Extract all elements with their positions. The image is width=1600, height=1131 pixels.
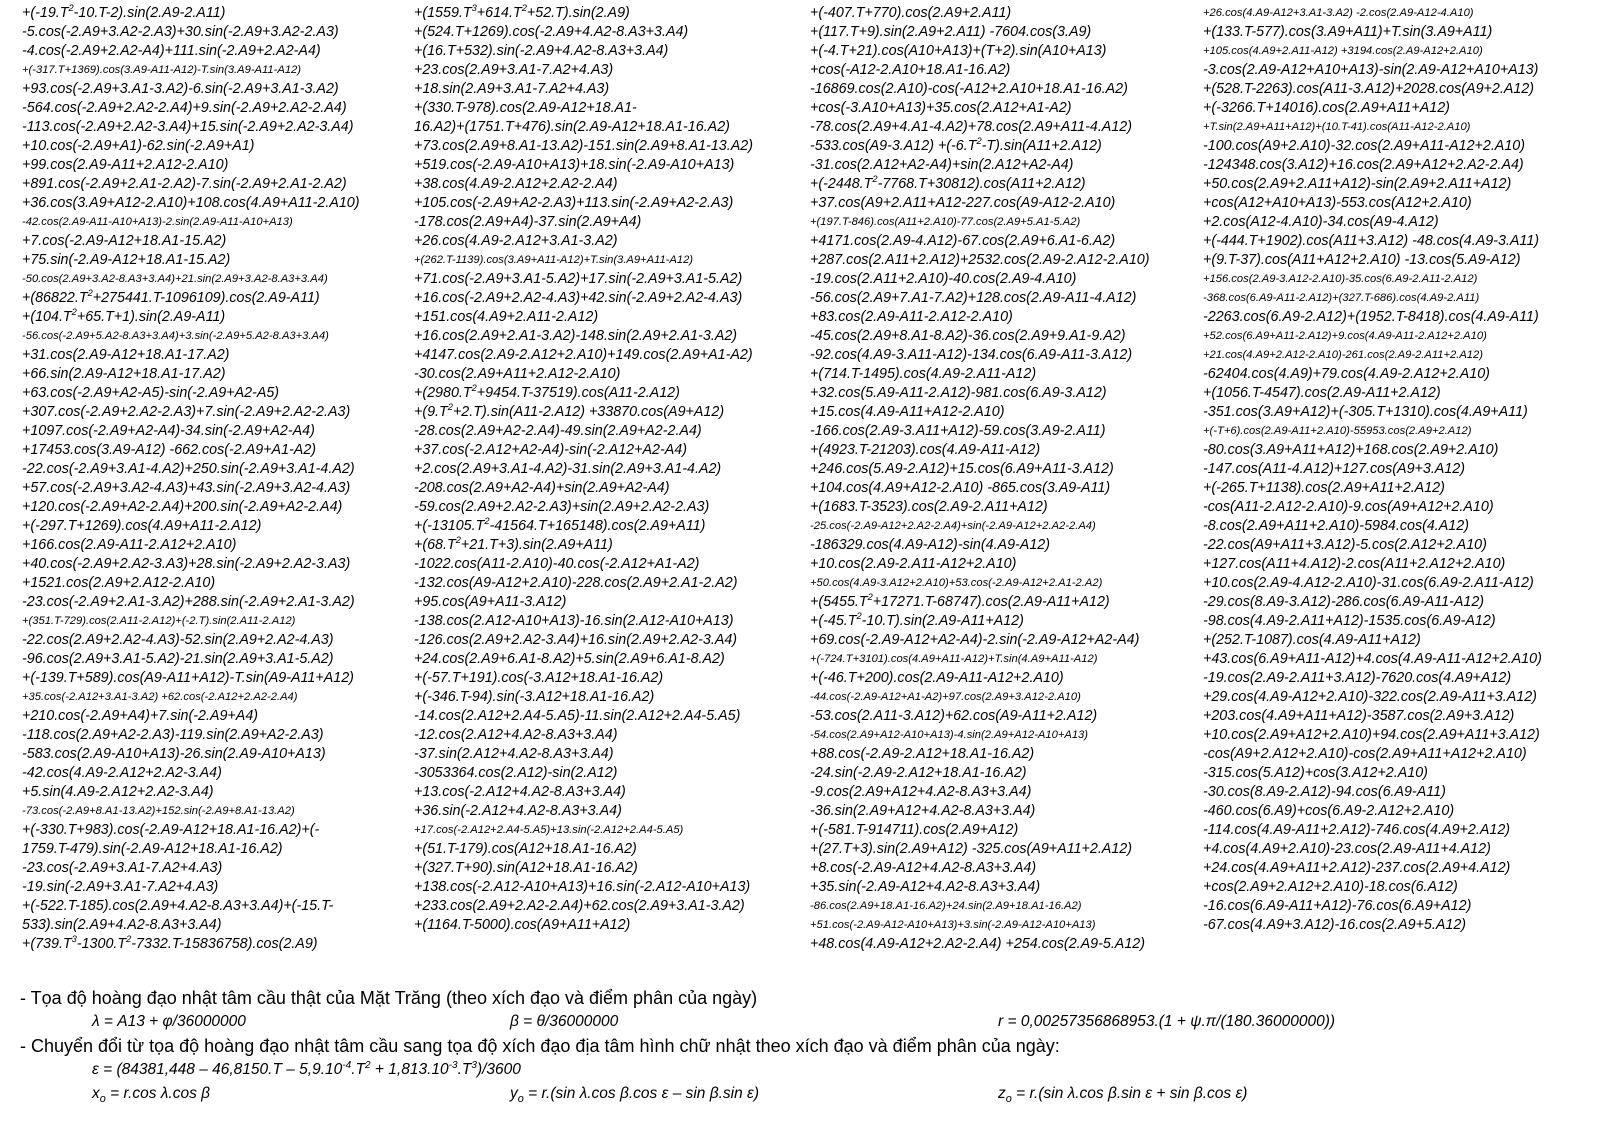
formula-term: +40.cos(-2.A9+2.A2-3.A3)+28.sin(-2.A9+2.A2-3.A3) bbox=[22, 556, 351, 572]
formula-term: -cos(A11-2.A12-2.A10)-9.cos(A9+A12+2.A10) bbox=[1203, 499, 1494, 515]
formula-term: -78.cos(2.A9+4.A1-4.A2)+78.cos(2.A9+A11-4.A12) bbox=[810, 119, 1133, 135]
formula-term: -178.cos(2.A9+A4)-37.sin(2.A9+A4) bbox=[414, 214, 642, 230]
formula-term: +cos(A12+A10+A13)-553.cos(A12+2.A10) bbox=[1203, 195, 1472, 211]
beta-formula: β = θ/36000000 bbox=[510, 1013, 619, 1030]
formula-column-2 bbox=[414, 4, 808, 935]
formula-term: -16869.cos(2.A10)-cos(-A12+2.A10+18.A1-16.A2) bbox=[810, 81, 1128, 97]
formula-term: -368.cos(6.A9-A11-2.A12)+(327.T-686).cos(4.A9-2.A11) bbox=[1203, 292, 1480, 304]
formula-term: +75.sin(-2.A9-A12+18.A1-15.A2) bbox=[22, 252, 231, 268]
formula-term: +(-724.T+3101).cos(4.A9+A11-A12)+T.sin(4.A9+A11-A12) bbox=[810, 653, 1098, 665]
formula-term: -30.cos(8.A9-2.A12)-94.cos(6.A9-A11) bbox=[1203, 784, 1446, 800]
formula-term: +10.cos(2.A9-4.A12-2.A10)-31.cos(6.A9-2.A11-A12) bbox=[1203, 575, 1534, 591]
formula-term: +95.cos(A9+A11-3.A12) bbox=[414, 594, 567, 610]
formula-term: +15.cos(4.A9-A11+A12-2.A10) bbox=[810, 404, 1005, 420]
formula-column-3 bbox=[810, 4, 1198, 954]
formula-term: +138.cos(-2.A12-A10+A13)+16.sin(-2.A12-A10+A13) bbox=[414, 879, 751, 895]
formula-term: -25.cos(-2.A9-A12+2.A2-2.A4)+sin(-2.A9-A12+2.A2-2.A4) bbox=[810, 520, 1096, 532]
formula-term: 1759.T-479).sin(-2.A9-A12+18.A1-16.A2) bbox=[22, 841, 283, 857]
formula-term: +(117.T+9).sin(2.A9+2.A11) -7604.cos(3.A9) bbox=[810, 24, 1092, 40]
formula-term: +2.cos(2.A9+3.A1-4.A2)-31.sin(2.A9+3.A1-4.A2) bbox=[414, 461, 722, 477]
formula-term: +35.sin(-2.A9-A12+4.A2-8.A3+3.A4) bbox=[810, 879, 1041, 895]
formula-term: -124348.cos(3.A12)+16.cos(2.A9+A12+2.A2-2.A4) bbox=[1203, 157, 1524, 173]
formula-term: -73.cos(-2.A9+8.A1-13.A2)+152.sin(-2.A9+8.A1-13.A2) bbox=[22, 805, 295, 817]
formula-term: -45.cos(2.A9+8.A1-8.A2)-36.cos(2.A9+9.A1-9.A2) bbox=[810, 328, 1126, 344]
formula-term: -147.cos(A11-4.A12)+127.cos(A9+3.A12) bbox=[1203, 461, 1465, 477]
formula-term: $+(86822.T^2+275441.T-1096109).\cos(2.A9-A11)$ bbox=[22, 288, 320, 306]
formula-term: +(-330.T+983).cos(-2.A9-A12+18.A1-16.A2)+(- bbox=[22, 822, 320, 838]
formula-term: $+(5455.T^2+17271.T-68747).\cos(2.A9-A11+A12)$ bbox=[810, 592, 1110, 610]
formula-term: +16.cos(2.A9+2.A1-3.A2)-148.sin(2.A9+2.A1-3.A2) bbox=[414, 328, 738, 344]
formula-term: -80.cos(3.A9+A11+A12)+168.cos(2.A9+2.A10) bbox=[1203, 442, 1499, 458]
formula-term: +21.cos(4.A9+2.A12-2.A10)-261.cos(2.A9-2.A11+2.A12) bbox=[1203, 349, 1483, 361]
formula-term: +(27.T+3).sin(2.A9+A12) -325.cos(A9+A11+2.A12) bbox=[810, 841, 1133, 857]
formula-term: -208.cos(2.A9+A2-A4)+sin(2.A9+A2-A4) bbox=[414, 480, 670, 496]
formula-term: +210.cos(-2.A9+A4)+7.sin(-2.A9+A4) bbox=[22, 708, 259, 724]
formula-term: -14.cos(2.A12+2.A4-5.A5)-11.sin(2.A12+2.A4-5.A5) bbox=[414, 708, 741, 724]
formula-term: $+(68.T^2+21.T+3).\sin(2.A9+A11)$ bbox=[414, 535, 613, 553]
formula-term: +105.cos(4.A9+2.A11-A12) +3194.cos(2.A9-A12+2.A10) bbox=[1203, 45, 1483, 57]
epsilon-formula: $\varepsilon = (84381,448 - 46,8150.T - 5,9.10^{-4}.T^2 + 1,813.10^{-3}.T^3)/3600$ bbox=[92, 1059, 521, 1078]
formula-term: +(-265.T+1138).cos(2.A9+A11+2.A12) bbox=[1203, 480, 1445, 496]
formula-term: +99.cos(2.A9-A11+2.A12-2.A10) bbox=[22, 157, 229, 173]
formula-term: +8.cos(-2.A9-A12+4.A2-8.A3+3.A4) bbox=[810, 860, 1037, 876]
formula-term: +(-297.T+1269).cos(4.A9+A11-2.A12) bbox=[22, 518, 262, 534]
formula-term: -42.cos(2.A9-A11-A10+A13)-2.sin(2.A9-A11-A10+A13) bbox=[22, 216, 293, 228]
formula-term: -98.cos(4.A9-2.A11+A12)-1535.cos(6.A9-A12) bbox=[1203, 613, 1496, 629]
formula-term: -cos(A9+2.A12+2.A10)-cos(2.A9+A11+A12+2.A10) bbox=[1203, 746, 1527, 762]
formula-term: +(16.T+532).sin(-2.A9+4.A2-8.A3+3.A4) bbox=[414, 43, 669, 59]
formula-term: -132.cos(A9-A12+2.A10)-228.cos(2.A9+2.A1-2.A2) bbox=[414, 575, 738, 591]
formula-term: -351.cos(3.A9+A12)+(-305.T+1310).cos(4.A9+A11) bbox=[1203, 404, 1528, 420]
formula-term: +73.cos(2.A9+8.A1-13.A2)-151.sin(2.A9+8.A1-13.A2) bbox=[414, 138, 753, 154]
y-formula: $y_o = r.(\sin$ λ.cos β.cos ε – sin β.sin ε) bbox=[510, 1085, 759, 1106]
formula-term: +(1056.T-4547).cos(2.A9-A11+2.A12) bbox=[1203, 385, 1441, 401]
formula-term: +7.cos(-2.A9-A12+18.A1-15.A2) bbox=[22, 233, 227, 249]
formula-term: +35.cos(-2.A12+3.A1-3.A2) +62.cos(-2.A12+2.A2-2.A4) bbox=[22, 691, 298, 703]
formula-term: -3053364.cos(2.A12)-sin(2.A12) bbox=[414, 765, 618, 781]
formula-term: -118.cos(2.A9+A2-2.A3)-119.sin(2.A9+A2-2.A3) bbox=[22, 727, 324, 743]
formula-term: +(252.T-1087).cos(4.A9-A11+A12) bbox=[1203, 632, 1421, 648]
formula-term: -96.cos(2.A9+3.A1-5.A2)-21.sin(2.A9+3.A1-5.A2) bbox=[22, 651, 334, 667]
formula-term: +(-522.T-185).cos(2.A9+4.A2-8.A3+3.A4)+(-15.T- bbox=[22, 898, 334, 914]
rectangular-coords-row bbox=[20, 1082, 1590, 1106]
formula-term: +66.sin(2.A9-A12+18.A1-17.A2) bbox=[22, 366, 226, 382]
formula-term: +26.cos(4.A9-2.A12+3.A1-3.A2) bbox=[414, 233, 618, 249]
formula-term: +(330.T-978).cos(2.A9-A12+18.A1- bbox=[414, 100, 637, 116]
formula-term: +(-57.T+191).cos(-3.A12+18.A1-16.A2) bbox=[414, 670, 664, 686]
formula-term: -166.cos(2.A9-3.A11+A12)-59.cos(3.A9-2.A11) bbox=[810, 423, 1106, 439]
formula-term: +5.sin(4.A9-2.A12+2.A2-3.A4) bbox=[22, 784, 214, 800]
formula-term: -92.cos(4.A9-3.A11-A12)-134.cos(6.A9-A11-3.A12) bbox=[810, 347, 1133, 363]
formula-term: +(133.T-577).cos(3.A9+A11)+T.sin(3.A9+A11) bbox=[1203, 24, 1493, 40]
formula-term: +(-581.T-914711).cos(2.A9+A12) bbox=[810, 822, 1019, 838]
formula-term: +156.cos(2.A9-3.A12-2.A10)-35.cos(6.A9-2.A11-2.A12) bbox=[1203, 273, 1478, 285]
formula-term: +17453.cos(3.A9-A12) -662.cos(-2.A9+A1-A2) bbox=[22, 442, 317, 458]
formula-term: -460.cos(6.A9)+cos(6.A9-2.A12+2.A10) bbox=[1203, 803, 1455, 819]
formula-term: +17.cos(-2.A12+2.A4-5.A5)+13.sin(-2.A12+2.A4-5.A5) bbox=[414, 824, 684, 836]
formula-term: -564.cos(-2.A9+2.A2-2.A4)+9.sin(-2.A9+2.A2-2.A4) bbox=[22, 100, 347, 116]
formula-term: +203.cos(4.A9+A11+A12)-3587.cos(2.A9+3.A12) bbox=[1203, 708, 1515, 724]
heading-coordinate-conversion: - Chuyển đổi từ tọa độ hoàng đạo nhật tâm cầu sang tọa độ xích đạo địa tâm hình chữ nhật theo xích đạo và điểm phân của ngày: bbox=[20, 1036, 1060, 1056]
ecliptic-coords-row bbox=[20, 1010, 1590, 1034]
formula-term: -19.sin(-2.A9+3.A1-7.A2+4.A3) bbox=[22, 879, 219, 895]
formula-term: +36.cos(3.A9+A12-2.A10)+108.cos(4.A9+A11-2.A10) bbox=[22, 195, 360, 211]
formula-term: -186329.cos(4.A9-A12)-sin(4.A9-A12) bbox=[810, 537, 1050, 553]
formula-term: +166.cos(2.A9-A11-2.A12+2.A10) bbox=[22, 537, 237, 553]
formula-term: +24.cos(2.A9+6.A1-8.A2)+5.sin(2.A9+6.A1-8.A2) bbox=[414, 651, 725, 667]
formula-term: +51.cos(-2.A9-A12-A10+A13)+3.sin(-2.A9-A12-A10+A13) bbox=[810, 919, 1096, 931]
formula-term: +(-139.T+589).cos(A9-A11+A12)-T.sin(A9-A11+A12) bbox=[22, 670, 354, 686]
formula-term: +37.cos(-2.A12+A2-A4)-sin(-2.A12+A2-A4) bbox=[414, 442, 687, 458]
formula-term: -22.cos(2.A9+2.A2-4.A3)-52.sin(2.A9+2.A2-4.A3) bbox=[22, 632, 334, 648]
formula-term: +(-4.T+21).cos(A10+A13)+(T+2).sin(A10+A13) bbox=[810, 43, 1107, 59]
formula-term: +(714.T-1495).cos(4.A9-2.A11-A12) bbox=[810, 366, 1037, 382]
formula-term: +(-3266.T+14016).cos(2.A9+A11+A12) bbox=[1203, 100, 1450, 116]
formula-term: +287.cos(2.A11+2.A12)+2532.cos(2.A9-2.A12-2.A10) bbox=[810, 252, 1150, 268]
epsilon-row bbox=[20, 1058, 1590, 1082]
formula-term: +(-T+6).cos(2.A9-A11+2.A10)-55953.cos(2.A9+2.A12) bbox=[1203, 425, 1472, 437]
formula-term: -1022.cos(A11-2.A10)-40.cos(-2.A12+A1-A2) bbox=[414, 556, 700, 572]
formula-term: +43.cos(6.A9+A11-A12)+4.cos(4.A9-A11-A12+2.A10) bbox=[1203, 651, 1542, 667]
formula-term: +(262.T-1139).cos(3.A9+A11-A12)+T.sin(3.A9+A11-A12) bbox=[414, 254, 694, 266]
formula-term: -31.cos(2.A12+A2-A4)+sin(2.A12+A2-A4) bbox=[810, 157, 1074, 173]
formula-term: -29.cos(8.A9-3.A12)-286.cos(6.A9-A11-A12) bbox=[1203, 594, 1485, 610]
formula-term: +57.cos(-2.A9+3.A2-4.A3)+43.sin(-2.A9+3.A2-4.A3) bbox=[22, 480, 351, 496]
formula-term: -50.cos(2.A9+3.A2-8.A3+3.A4)+21.sin(2.A9+3.A2-8.A3+3.A4) bbox=[22, 273, 328, 285]
formula-term: -30.cos(2.A9+A11+2.A12-2.A10) bbox=[414, 366, 621, 382]
formula-term: +105.cos(-2.A9+A2-2.A3)+113.sin(-2.A9+A2-2.A3) bbox=[414, 195, 734, 211]
formula-term: +246.cos(5.A9-2.A12)+15.cos(6.A9+A11-3.A12) bbox=[810, 461, 1114, 477]
formula-term: -5.cos(-2.A9+3.A2-2.A3)+30.sin(-2.A9+3.A2-2.A3) bbox=[22, 24, 339, 40]
formula-term: +120.cos(-2.A9+A2-2.A4)+200.sin(-2.A9+A2-2.A4) bbox=[22, 499, 343, 515]
formula-term: +63.cos(-2.A9+A2-A5)-sin(-2.A9+A2-A5) bbox=[22, 385, 280, 401]
formula-term: +(4923.T-21203).cos(4.A9-A11-A12) bbox=[810, 442, 1041, 458]
formula-term: $+(9.T^2+2.T).\sin(A11-2.A12) +33870.\cos(A9+A12)$ bbox=[414, 402, 725, 420]
formula-term: +(-46.T+200).cos(2.A9-A11-A12+2.A10) bbox=[810, 670, 1064, 686]
formula-term: -8.cos(2.A9+A11+2.A10)-5984.cos(4.A12) bbox=[1203, 518, 1469, 534]
formula-term: -23.cos(-2.A9+2.A1-3.A2)+288.sin(-2.A9+2.A1-3.A2) bbox=[22, 594, 355, 610]
formula-term: $-533.\cos(A9-3.A12) +(-6.T^2-T).\sin(A11+2.A12)$ bbox=[810, 136, 1102, 154]
footer-formulas bbox=[20, 986, 1590, 1106]
formula-term: -56.cos(-2.A9+5.A2-8.A3+3.A4)+3.sin(-2.A9+5.A2-8.A3+3.A4) bbox=[22, 330, 329, 342]
formula-term: +(-346.T-94).sin(-3.A12+18.A1-16.A2) bbox=[414, 689, 655, 705]
formula-term: -42.cos(4.A9-2.A12+2.A2-3.A4) bbox=[22, 765, 222, 781]
formula-term: +29.cos(4.A9-A12+2.A10)-322.cos(2.A9-A11+3.A12) bbox=[1203, 689, 1537, 705]
formula-term: $+(1559.T^3+614.T^2+52.T).\sin(2.A9)$ bbox=[414, 3, 630, 21]
formula-term: -100.cos(A9+2.A10)-32.cos(2.A9+A11-A12+2.A10) bbox=[1203, 138, 1526, 154]
formula-term: -53.cos(2.A11-3.A12)+62.cos(A9-A11+2.A12) bbox=[810, 708, 1098, 724]
formula-term: -315.cos(5.A12)+cos(3.A12+2.A10) bbox=[1203, 765, 1428, 781]
formula-term: +13.cos(-2.A12+4.A2-8.A3+3.A4) bbox=[414, 784, 626, 800]
formula-term: +31.cos(2.A9-A12+18.A1-17.A2) bbox=[22, 347, 230, 363]
formula-term: $+(-2448.T^2-7768.T+30812).\cos(A11+2.A12)$ bbox=[810, 174, 1086, 192]
formula-term: -2263.cos(6.A9-2.A12)+(1952.T-8418).cos(4.A9-A11) bbox=[1203, 309, 1539, 325]
formula-term: +88.cos(-2.A9-2.A12+18.A1-16.A2) bbox=[810, 746, 1035, 762]
formula-term: +(-407.T+770).cos(2.A9+2.A11) bbox=[810, 5, 1012, 21]
formula-column-4 bbox=[1203, 4, 1598, 935]
formula-term: +(-317.T+1369).cos(3.A9-A11-A12)-T.sin(3.A9-A11-A12) bbox=[22, 64, 301, 76]
formula-term: -59.cos(2.A9+2.A2-2.A3)+sin(2.A9+2.A2-2.A3) bbox=[414, 499, 710, 515]
formula-term: +18.sin(2.A9+3.A1-7.A2+4.A3) bbox=[414, 81, 610, 97]
formula-term: +127.cos(A11+4.A12)-2.cos(A11+2.A12+2.A10) bbox=[1203, 556, 1506, 572]
formula-term: +(197.T-846).cos(A11+2.A10)-77.cos(2.A9+5.A1-5.A2) bbox=[810, 216, 1081, 228]
formula-term: -23.cos(-2.A9+3.A1-7.A2+4.A3) bbox=[22, 860, 223, 876]
formula-term: -22.cos(-2.A9+3.A1-4.A2)+250.sin(-2.A9+3.A1-4.A2) bbox=[22, 461, 355, 477]
formula-term: -62404.cos(4.A9)+79.cos(4.A9-2.A12+2.A10) bbox=[1203, 366, 1490, 382]
formula-term: -16.cos(6.A9-A11+A12)-76.cos(6.A9+A12) bbox=[1203, 898, 1472, 914]
formula-term: +1097.cos(-2.A9+A2-A4)-34.sin(-2.A9+A2-A4) bbox=[22, 423, 315, 439]
formula-term: $+(739.T^3-1300.T^2-7332.T-15836758).\cos(2.A9)$ bbox=[22, 934, 318, 952]
formula-term: +23.cos(2.A9+3.A1-7.A2+4.A3) bbox=[414, 62, 614, 78]
formula-term: $+(-13105.T^2-41564.T+165148).\cos(2.A9+A11)$ bbox=[414, 516, 706, 534]
formula-term: $+(104.T^2+65.T+1).\sin(2.A9-A11)$ bbox=[22, 307, 226, 325]
formula-term: +(1164.T-5000).cos(A9+A11+A12) bbox=[414, 917, 631, 933]
formula-term: +50.cos(2.A9+2.A11+A12)-sin(2.A9+2.A11+A12) bbox=[1203, 176, 1512, 192]
formula-term: +24.cos(4.A9+A11+2.A12)-237.cos(2.A9+4.A12) bbox=[1203, 860, 1511, 876]
formula-term: 533).sin(2.A9+4.A2-8.A3+3.A4) bbox=[22, 917, 222, 933]
formula-term: +891.cos(-2.A9+2.A1-2.A2)-7.sin(-2.A9+2.A1-2.A2) bbox=[22, 176, 347, 192]
formula-term: +10.cos(-2.A9+A1)-62.sin(-2.A9+A1) bbox=[22, 138, 255, 154]
formula-column-1 bbox=[22, 4, 410, 954]
formula-term: +(51.T-179).cos(A12+18.A1-16.A2) bbox=[414, 841, 637, 857]
formula-term: +10.cos(2.A9-2.A11-A12+2.A10) bbox=[810, 556, 1017, 572]
formula-term: $+(-45.T^2-10.T).\sin(2.A9-A11+A12)$ bbox=[810, 611, 1024, 629]
formula-term: +(1683.T-3523).cos(2.A9-2.A11+A12) bbox=[810, 499, 1048, 515]
formula-term: -67.cos(4.A9+3.A12)-16.cos(2.A9+5.A12) bbox=[1203, 917, 1467, 933]
formula-term: +T.sin(2.A9+A11+A12)+(10.T-41).cos(A11-A12-2.A10) bbox=[1203, 121, 1471, 133]
formula-term: +(-444.T+1902).cos(A11+3.A12) -48.cos(4.A9-3.A11) bbox=[1203, 233, 1540, 249]
formula-term: -56.cos(2.A9+7.A1-7.A2)+128.cos(2.A9-A11-4.A12) bbox=[810, 290, 1137, 306]
heading-moon-ecliptic-coords: - Tọa độ hoàng đạo nhật tâm cầu thật của Mặt Trăng (theo xích đạo và điểm phân của ngày) bbox=[20, 988, 758, 1008]
formula-term: -12.cos(2.A12+4.A2-8.A3+3.A4) bbox=[414, 727, 618, 743]
formula-term: -24.sin(-2.A9-2.A12+18.A1-16.A2) bbox=[810, 765, 1027, 781]
formula-term: -114.cos(4.A9-A11+2.A12)-746.cos(4.A9+2.A12) bbox=[1203, 822, 1511, 838]
formula-term: -126.cos(2.A9+2.A2-3.A4)+16.sin(2.A9+2.A2-3.A4) bbox=[414, 632, 738, 648]
formula-term: +(327.T+90).sin(A12+18.A1-16.A2) bbox=[414, 860, 638, 876]
formula-term: -37.sin(2.A12+4.A2-8.A3+3.A4) bbox=[414, 746, 614, 762]
formula-term: $+(2980.T^2+9454.T-37519).\cos(A11-2.A12)$ bbox=[414, 383, 680, 401]
formula-term: -28.cos(2.A9+A2-2.A4)-49.sin(2.A9+A2-2.A4) bbox=[414, 423, 702, 439]
formula-term: +(528.T-2263).cos(A11-3.A12)+2028.cos(A9+2.A12) bbox=[1203, 81, 1535, 97]
formula-term: -19.cos(2.A9-2.A11+3.A12)-7620.cos(4.A9+A12) bbox=[1203, 670, 1512, 686]
formula-term: +(351.T-729).cos(2.A11-2.A12)+(-2.T).sin(2.A11-2.A12) bbox=[22, 615, 296, 627]
formula-term: -44.cos(-2.A9-A12+A1-A2)+97.cos(2.A9+3.A12-2.A10) bbox=[810, 691, 1081, 703]
formula-term: -19.cos(2.A11+2.A10)-40.cos(2.A9-4.A10) bbox=[810, 271, 1077, 287]
formula-term: +4147.cos(2.A9-2.A12+2.A10)+149.cos(2.A9+A1-A2) bbox=[414, 347, 753, 363]
formula-term: +37.cos(A9+2.A11+A12-227.cos(A9-A12-2.A10) bbox=[810, 195, 1116, 211]
formula-term: -22.cos(A9+A11+3.A12)-5.cos(2.A12+2.A10) bbox=[1203, 537, 1487, 553]
formula-term: -113.cos(-2.A9+2.A2-3.A4)+15.sin(-2.A9+2.A2-3.A4) bbox=[22, 119, 354, 135]
formula-term: -86.cos(2.A9+18.A1-16.A2)+24.sin(2.A9+18.A1-16.A2) bbox=[810, 900, 1082, 912]
z-formula: $z_o = r.(\sin$ λ.cos β.sin ε + sin β.cos ε) bbox=[998, 1085, 1248, 1106]
formula-term: +83.cos(2.A9-A11-2.A12-2.A10) bbox=[810, 309, 1013, 325]
formula-term: -583.cos(2.A9-A10+A13)-26.sin(2.A9-A10+A13) bbox=[22, 746, 326, 762]
formula-term: +cos(2.A9+2.A12+2.A10)-18.cos(6.A12) bbox=[1203, 879, 1458, 895]
formula-term: -54.cos(2.A9+A12-A10+A13)-4.sin(2.A9+A12-A10+A13) bbox=[810, 729, 1088, 741]
formula-term: +151.cos(4.A9+2.A11-2.A12) bbox=[414, 309, 599, 325]
formula-term: -3.cos(2.A9-A12+A10+A13)-sin(2.A9-A12+A10+A13) bbox=[1203, 62, 1539, 78]
formula-term: +519.cos(-2.A9-A10+A13)+18.sin(-2.A9-A10+A13) bbox=[414, 157, 735, 173]
formula-term: 16.A2)+(1751.T+476).sin(2.A9-A12+18.A1-16.A2) bbox=[414, 119, 730, 135]
formula-term: +4171.cos(2.A9-4.A12)-67.cos(2.A9+6.A1-6.A2) bbox=[810, 233, 1116, 249]
formula-term: +52.cos(6.A9+A11-2.A12)+9.cos(4.A9-A11-2.A12+2.A10) bbox=[1203, 330, 1487, 342]
formula-term: -9.cos(2.A9+A12+4.A2-8.A3+3.A4) bbox=[810, 784, 1032, 800]
formula-term: +307.cos(-2.A9+2.A2-2.A3)+7.sin(-2.A9+2.A2-2.A3) bbox=[22, 404, 351, 420]
formula-term: +104.cos(4.A9+A12-2.A10) -865.cos(3.A9-A11) bbox=[810, 480, 1111, 496]
formula-term: +26.cos(4.A9-A12+3.A1-3.A2) -2.cos(2.A9-A12-4.A10) bbox=[1203, 7, 1474, 19]
formula-term: +32.cos(5.A9-A11-2.A12)-981.cos(6.A9-3.A12) bbox=[810, 385, 1107, 401]
formula-term: +93.cos(-2.A9+3.A1-3.A2)-6.sin(-2.A9+3.A1-3.A2) bbox=[22, 81, 339, 97]
lambda-formula: λ = A13 + φ/36000000 bbox=[92, 1013, 246, 1030]
formula-term: +16.cos(-2.A9+2.A2-4.A3)+42.sin(-2.A9+2.A2-4.A3) bbox=[414, 290, 743, 306]
formula-term: +1521.cos(2.A9+2.A12-2.A10) bbox=[22, 575, 216, 591]
x-formula: $x_o = r.\cos$ λ.cos β bbox=[92, 1085, 210, 1106]
formula-term: +cos(-A12-2.A10+18.A1-16.A2) bbox=[810, 62, 1011, 78]
formula-term: +50.cos(4.A9-3.A12+2.A10)+53.cos(-2.A9-A12+2.A1-2.A2) bbox=[810, 577, 1103, 589]
radius-formula: r = 0,00257356868953.(1 + ψ.π/(180.36000000)) bbox=[998, 1013, 1336, 1030]
formula-term: +cos(-3.A10+A13)+35.cos(2.A12+A1-A2) bbox=[810, 100, 1072, 116]
formula-term: +2.cos(A12-4.A10)-34.cos(A9-4.A12) bbox=[1203, 214, 1439, 230]
formula-term: -138.cos(2.A12-A10+A13)-16.sin(2.A12-A10+A13) bbox=[414, 613, 734, 629]
formula-term: +(9.T-37).cos(A11+A12+2.A10) -13.cos(5.A9-A12) bbox=[1203, 252, 1521, 268]
formula-term: +48.cos(4.A9-A12+2.A2-2.A4) +254.cos(2.A9-5.A12) bbox=[810, 936, 1145, 952]
formula-term: +36.sin(-2.A12+4.A2-8.A3+3.A4) bbox=[414, 803, 622, 819]
formula-term: $+(-19.T^2-10.T-2).\sin(2.A9-2.A11)$ bbox=[22, 3, 226, 21]
formula-term: -4.cos(-2.A9+2.A2-A4)+111.sin(-2.A9+2.A2-A4) bbox=[22, 43, 321, 59]
formula-term: +69.cos(-2.A9-A12+A2-A4)-2.sin(-2.A9-A12+A2-A4) bbox=[810, 632, 1140, 648]
formula-term: +(524.T+1269).cos(-2.A9+4.A2-8.A3+3.A4) bbox=[414, 24, 689, 40]
formula-term: +71.cos(-2.A9+3.A1-5.A2)+17.sin(-2.A9+3.A1-5.A2) bbox=[414, 271, 743, 287]
formula-term: +4.cos(4.A9+2.A10)-23.cos(2.A9-A11+4.A12) bbox=[1203, 841, 1491, 857]
formula-term: +10.cos(2.A9+A12+2.A10)+94.cos(2.A9+A11+3.A12) bbox=[1203, 727, 1540, 743]
formula-term: -36.sin(2.A9+A12+4.A2-8.A3+3.A4) bbox=[810, 803, 1036, 819]
formula-term: +38.cos(4.A9-2.A12+2.A2-2.A4) bbox=[414, 176, 618, 192]
formula-term: +233.cos(2.A9+2.A2-2.A4)+62.cos(2.A9+3.A1-3.A2) bbox=[414, 898, 745, 914]
